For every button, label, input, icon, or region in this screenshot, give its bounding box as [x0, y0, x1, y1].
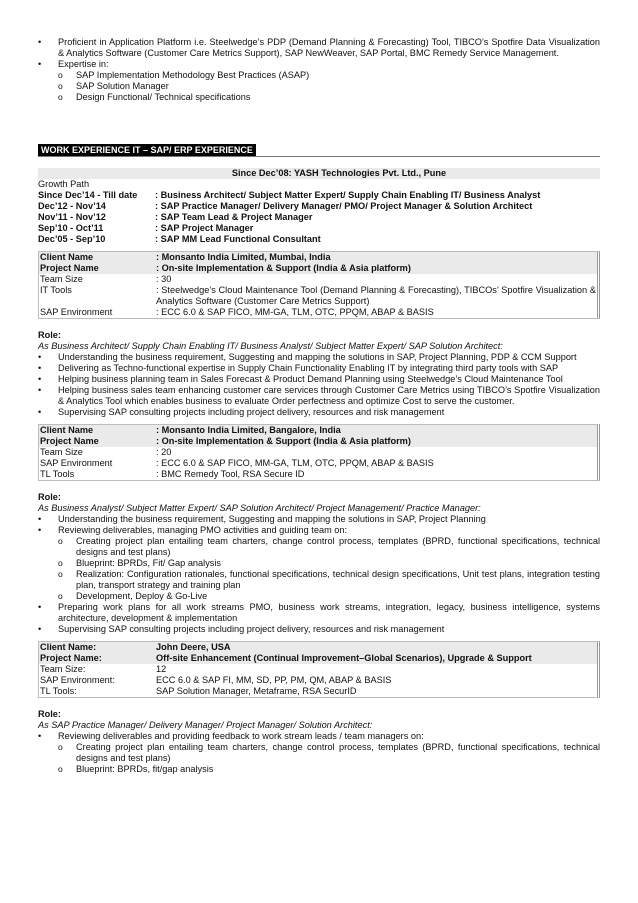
project-row	[39, 252, 597, 263]
project-box-1	[38, 251, 600, 319]
list-item: • Preparing work plans for all work streams PMO, business work streams, integration, legacy, business intelligence, systems architecture, development & implementation	[38, 602, 600, 624]
field-label: SAP Environment	[40, 458, 113, 468]
growth-period: Nov’11 - Nov’12	[38, 212, 106, 222]
growth-row	[38, 190, 600, 201]
field-value: : 20	[156, 447, 172, 457]
field-value: : Monsanto India Limited, Mumbai, India	[156, 252, 331, 262]
role-bullets	[38, 514, 600, 635]
sub-list-item: o SAP Implementation Methodology Best Practices (ASAP)	[38, 70, 600, 81]
list-item: • Proficient in Application Platform i.e. Steelwedge’s PDP (Demand Planning & Forecasting) Tool, TIBCO’s Spotfire Data Visualization & Analytics Software (Customer Care Metrics Support), SAP NewWeaver, SAP Portal, BMC Remedy Service Management.	[38, 37, 600, 59]
project-row	[39, 425, 597, 436]
growth-role: : SAP Team Lead & Project Manager	[155, 212, 313, 222]
sub-list-item: o Development, Deploy & Go-Live	[38, 591, 600, 602]
sub-list-item: o Creating project plan entailing team charters, change control process, templates (BPRD, functional specifications, technical designs and test plans)	[38, 536, 600, 558]
project-row	[39, 686, 597, 697]
field-value: SAP Solution Manager, Metaframe, RSA SecurID	[156, 686, 357, 696]
list-item: • Reviewing deliverables and providing feedback to work stream leads / team managers on:	[38, 731, 600, 742]
field-value: : ECC 6.0 & SAP FICO, MM-GA, TLM, OTC, PPQM, ABAP & BASIS	[156, 458, 434, 468]
field-label: SAP Environment:	[40, 675, 115, 685]
list-item: • Expertise in:	[38, 59, 600, 70]
project-row	[39, 653, 597, 664]
project-box-2	[38, 424, 600, 481]
field-value: : On-site Implementation & Support (India & Asia platform)	[156, 263, 411, 273]
growth-role: : Business Architect/ Subject Matter Expert/ Supply Chain Enabling IT/ Business Analyst	[155, 190, 541, 200]
field-label: Team Size:	[40, 664, 86, 674]
list-item: • Supervising SAP consulting projects including project delivery, resources and risk management	[38, 624, 600, 635]
growth-row	[38, 212, 600, 223]
role-subtitle: As Business Architect/ Supply Chain Enabling IT/ Business Analyst/ Subject Matter Expert/ SAP Solution Architect:	[38, 341, 503, 351]
field-value: : ECC 6.0 & SAP FICO, MM-GA, TLM, OTC, PPQM, ABAP & BASIS	[156, 307, 434, 317]
growth-row	[38, 201, 600, 212]
growth-period: Dec’05 - Sep’10	[38, 234, 106, 244]
field-label: Project Name:	[40, 653, 102, 663]
field-label: TL Tools	[40, 469, 75, 479]
list-item: • Understanding the business requirement, Suggesting and mapping the solutions in SAP, Project Planning, PDP & CCM Support	[38, 352, 600, 363]
field-label: Client Name:	[40, 642, 97, 652]
resume-page	[38, 37, 600, 775]
project-row	[39, 447, 597, 458]
sub-list-item: o SAP Solution Manager	[38, 81, 600, 92]
list-item: • Delivering as Techno-functional expertise in Supply Chain Functionality Enabling IT by integrating third party tools with SAP	[38, 363, 600, 374]
growth-role: : SAP Practice Manager/ Delivery Manager/ PMO/ Project Manager & Solution Architect	[155, 201, 533, 211]
employer-line: Since Dec’08: YASH Technologies Pvt. Ltd., Pune	[38, 168, 600, 179]
list-item: • Helping business planning team in Sales Forecast & Product Demand Planning using Steelwedge’s Cloud Maintenance Tool	[38, 374, 600, 385]
field-value: Off-site Enhancement (Continual Improvement–Global Scenarios), Upgrade & Support	[156, 653, 532, 663]
project-row	[39, 458, 597, 469]
field-label: Team Size	[40, 274, 83, 284]
role-subtitle: As Business Analyst/ Subject Matter Expert/ SAP Solution Architect/ Project Management/ Practice Manager:	[38, 503, 481, 513]
project-row	[39, 469, 597, 480]
list-item: • Supervising SAP consulting projects including project delivery, resources and risk management	[38, 407, 600, 418]
field-value: : 30	[156, 274, 172, 284]
project-row	[39, 263, 597, 274]
role-heading: Role:	[38, 709, 61, 719]
project-box-3	[38, 641, 600, 698]
role-heading: Role:	[38, 330, 61, 340]
section-title: WORK EXPERIENCE IT – SAP/ ERP EXPERIENCE	[38, 144, 256, 156]
project-row	[39, 285, 597, 307]
sub-list-item: o Blueprint: BPRDs, Fit/ Gap analysis	[38, 558, 600, 569]
project-row	[39, 664, 597, 675]
role-bullets	[38, 352, 600, 418]
field-label: IT Tools	[40, 285, 72, 295]
field-label: Client Name	[40, 425, 94, 435]
growth-role: : SAP Project Manager	[155, 223, 254, 233]
field-label: SAP Environment	[40, 307, 113, 317]
growth-row	[38, 223, 600, 234]
role-subtitle: As SAP Practice Manager/ Delivery Manager/ Project Manager/ Solution Architect:	[38, 720, 373, 730]
field-label: TL Tools:	[40, 686, 77, 696]
project-row	[39, 675, 597, 686]
project-row	[39, 307, 597, 318]
field-value: 12	[156, 664, 167, 674]
list-item: • Helping business sales team enhancing customer care services through Customer Care Metrics using TIBCO’s Spotfire Visualization & Analytics Tool which enables business to evaluate Order perfectness and optimize Cost to serve the customer.	[38, 385, 600, 407]
growth-path	[38, 179, 600, 245]
field-value: : Monsanto India Limited, Bangalore, India	[156, 425, 341, 435]
field-label: Client Name	[40, 252, 94, 262]
growth-row	[38, 234, 600, 245]
top-bullet-list	[38, 37, 600, 103]
field-value: : BMC Remedy Tool, RSA Secure ID	[156, 469, 305, 479]
sub-list-item: o Design Functional/ Technical specifications	[38, 92, 600, 103]
field-value: ECC 6.0 & SAP FI, MM, SD, PP, PM, QM, ABAP & BASIS	[156, 675, 392, 685]
list-item: • Understanding the business requirement, Suggesting and mapping the solutions in SAP, Project Planning	[38, 514, 600, 525]
growth-period: Sep’10 - Oct’11	[38, 223, 104, 233]
field-value: : Steelwedge’s Cloud Maintenance Tool (Demand Planning & Forecasting), TIBCOs’ Spotfire Visualization & Analytics Software (Customer Care Metrics Support)	[156, 285, 596, 306]
growth-role: : SAP MM Lead Functional Consultant	[155, 234, 321, 244]
field-label: Project Name	[40, 436, 99, 446]
section-header	[38, 144, 600, 157]
sub-list-item: o Creating project plan entailing team charters, change control process, templates (BPRD, functional specifications, technical designs and test plans)	[38, 742, 600, 764]
growth-period: Since Dec’14 - Till date	[38, 190, 138, 200]
field-label: Team Size	[40, 447, 83, 457]
growth-label: Growth Path	[38, 179, 90, 189]
role-heading: Role:	[38, 492, 61, 502]
sub-list-item: o Blueprint: BPRDs, fit/gap analysis	[38, 764, 600, 775]
field-value: : On-site Implementation & Support (India & Asia platform)	[156, 436, 411, 446]
field-value: John Deere, USA	[156, 642, 231, 652]
list-item: • Reviewing deliverables, managing PMO activities and guiding team on:	[38, 525, 600, 536]
field-label: Project Name	[40, 263, 99, 273]
sub-list-item: o Realization: Configuration rationales, functional specifications, technical design specifications, Unit test plans, integration testing plan, transport strategy and training plan	[38, 569, 600, 591]
role-bullets	[38, 731, 600, 775]
project-row	[39, 274, 597, 285]
project-row	[39, 642, 597, 653]
growth-period: Dec’12 - Nov’14	[38, 201, 106, 211]
project-row	[39, 436, 597, 447]
